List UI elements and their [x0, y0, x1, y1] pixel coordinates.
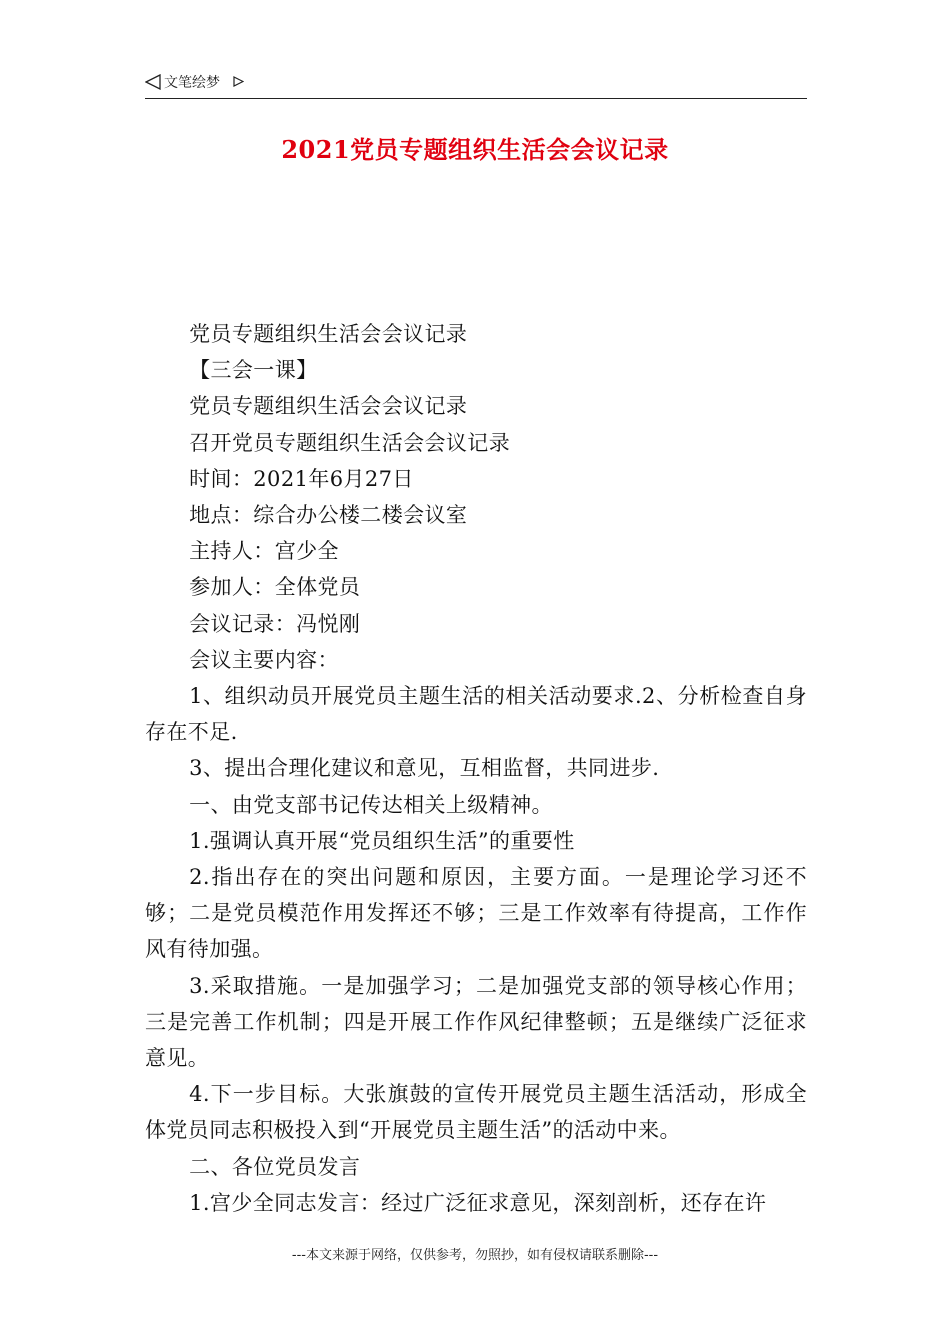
paragraph: 3.采取措施。一是加强学习；二是加强党支部的领导核心作用；三是完善工作机制；四是开展工作作风纪律整顿；五是继续广泛征求意见。 [145, 973, 807, 1071]
document-body [145, 316, 807, 1221]
paragraph: 会议主要内容： [189, 647, 339, 672]
paragraph: 党员专题组织生活会会议记录 [189, 322, 468, 346]
paragraph: 地点：综合办公楼二楼会议室 [189, 503, 468, 528]
triangle-right-icon [233, 76, 244, 87]
paragraph: 召开党员专题组织生活会会议记录 [189, 430, 511, 455]
paragraph: 一、由党支部书记传达相关上级精神。 [189, 792, 553, 817]
paragraph: 主持人：宫少全 [189, 539, 339, 564]
paragraph: 1.宫少全同志发言：经过广泛征求意见，深刻剖析，还存在许 [189, 1190, 767, 1215]
paragraph: 参加人：全体党员 [189, 575, 361, 600]
paragraph: 会议记录：冯悦刚 [189, 611, 361, 636]
page-footer: ---本文来源于网络，仅供参考，勿照抄，如有侵权请联系删除--- [291, 1248, 659, 1263]
paragraph: 1、组织动员开展党员主题生活的相关活动要求.2、分析检查自身存在不足. [145, 684, 807, 745]
triangle-left-icon [145, 74, 161, 90]
document-title: 2021党员专题组织生活会会议记录 [281, 135, 669, 164]
paragraph: 2.指出存在的突出问题和原因，主要方面。一是理论学习还不够；二是党员模范作用发挥还不够；三是工作效率有待提高，工作作风有待加强。 [145, 865, 807, 962]
paragraph: 【三会一课】 [189, 358, 318, 383]
header-brand: 文笔绘梦 [164, 75, 220, 91]
page-header [145, 72, 807, 99]
paragraph: 时间：2021年6月27日 [189, 466, 414, 491]
paragraph: 3、提出合理化建议和意见，互相监督，共同进步. [189, 756, 660, 781]
paragraph: 二、各位党员发言 [189, 1154, 361, 1179]
paragraph: 4.下一步目标。大张旗鼓的宣传开展党员主题生活活动，形成全体党员同志积极投入到“开展党员主题生活”的活动中来。 [145, 1082, 807, 1143]
paragraph: 1.强调认真开展“党员组织生活”的重要性 [189, 828, 575, 853]
paragraph: 党员专题组织生活会会议记录 [189, 394, 468, 419]
